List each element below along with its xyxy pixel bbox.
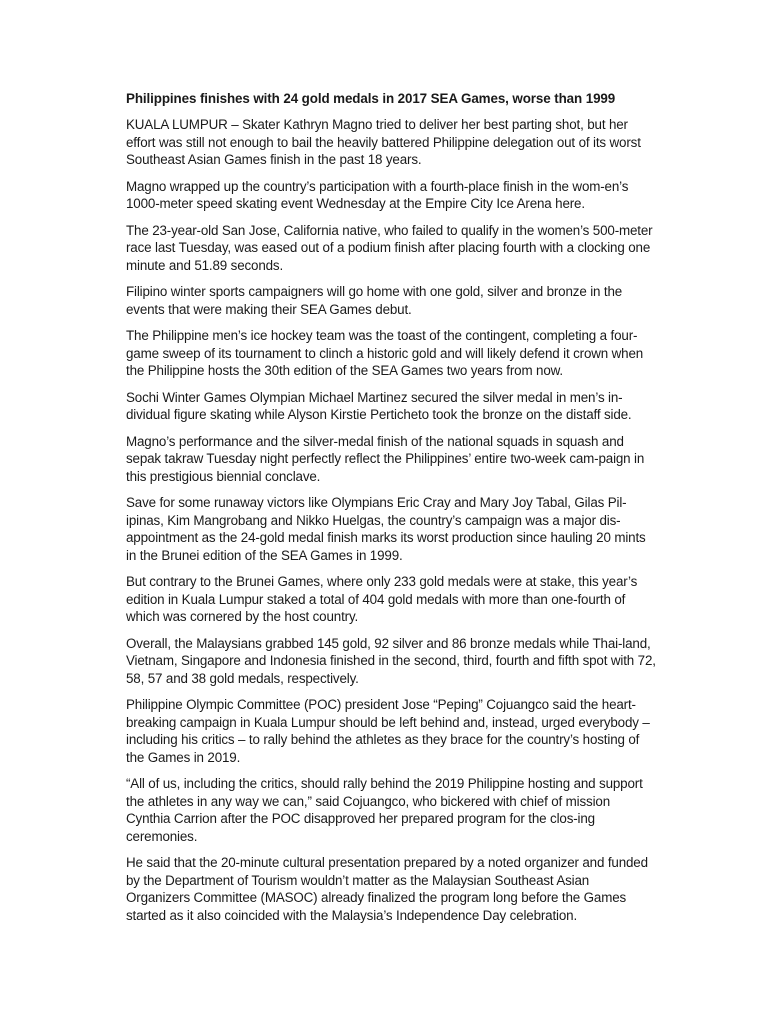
article-paragraph: Save for some runaway victors like Olympians Eric Cray and Mary Joy Tabal, Gilas Pil-ipinas, Kim Mangrobang and Nikko Huelgas, the country’s campaign was a major dis-appointment as the 24-gold medal finish marks its worst production since hauling 20 mints in the Brunei edition of the SEA Games in 1999. bbox=[126, 495, 646, 563]
article-paragraph: Filipino winter sports campaigners will go home with one gold, silver and bronze in the events that were making their SEA Games debut. bbox=[126, 284, 623, 317]
document-page bbox=[126, 91, 656, 933]
article-paragraph: The Philippine men’s ice hockey team was the toast of the contingent, completing a four-game sweep of its tournament to clinch a historic gold and will likely defend it crown when the Philippine hosts the 30th edition of the SEA Games two years from now. bbox=[126, 328, 644, 378]
article-paragraph: “All of us, including the critics, should rally behind the 2019 Philippine hosting and support the athletes in any way we can,” said Cojuangco, who bickered with chief of mission Cynthia Carrion after the POC disapproved her prepared program for the clos-ing ceremonies. bbox=[126, 776, 643, 844]
article-paragraph: KUALA LUMPUR – Skater Kathryn Magno tried to deliver her best parting shot, but her effort was still not enough to bail the heavily battered Philippine delegation out of its worst Southeast Asian Games finish in the past 18 years. bbox=[126, 117, 641, 167]
article-title: Philippines finishes with 24 gold medals in 2017 SEA Games, worse than 1999 bbox=[126, 91, 616, 106]
article-paragraph: He said that the 20-minute cultural presentation prepared by a noted organizer and funded by the Department of Tourism wouldn’t matter as the Malaysian Southeast Asian Organizers Committee (MASOC) already finalized the program long before the Games started as it also coincided with the Malaysia’s Independence Day celebration. bbox=[126, 855, 648, 923]
article-paragraph: Overall, the Malaysians grabbed 145 gold, 92 silver and 86 bronze medals while Thai-land, Vietnam, Singapore and Indonesia finished in the second, third, fourth and fifth spot with 72, 58, 57 and 38 gold medals, respectively. bbox=[126, 635, 656, 686]
article-paragraph: Philippine Olympic Committee (POC) president Jose “Peping” Cojuangco said the heart-breaking campaign in Kuala Lumpur should be left behind and, instead, urged everybody – including his critics – to rally behind the athletes as they brace for the country’s hosting of the Games in 2019. bbox=[126, 697, 650, 765]
article-paragraph: Sochi Winter Games Olympian Michael Martinez secured the silver medal in men’s in-dividual figure skating while Alyson Kirstie Perticheto took the bronze on the distaff side. bbox=[126, 389, 632, 422]
article-paragraph: Magno’s performance and the silver-medal finish of the national squads in squash and sepak takraw Tuesday night perfectly reflect the Philippines’ entire two-week cam-paign in this prestigious biennial conclave. bbox=[126, 433, 645, 484]
article-paragraph: But contrary to the Brunei Games, where only 233 gold medals were at stake, this year’s edition in Kuala Lumpur staked a total of 404 gold medals with more than one-fourth of which was cornered by the host country. bbox=[126, 574, 638, 624]
article-paragraph: Magno wrapped up the country’s participation with a fourth-place finish in the wom-en’s 1000-meter speed skating event Wednesday at the Empire City Ice Arena here. bbox=[126, 178, 629, 211]
article-paragraph: The 23-year-old San Jose, California native, who failed to qualify in the women’s 500-meter race last Tuesday, was eased out of a podium finish after placing fourth with a clocking one minute and 51.89 seconds. bbox=[126, 222, 653, 273]
